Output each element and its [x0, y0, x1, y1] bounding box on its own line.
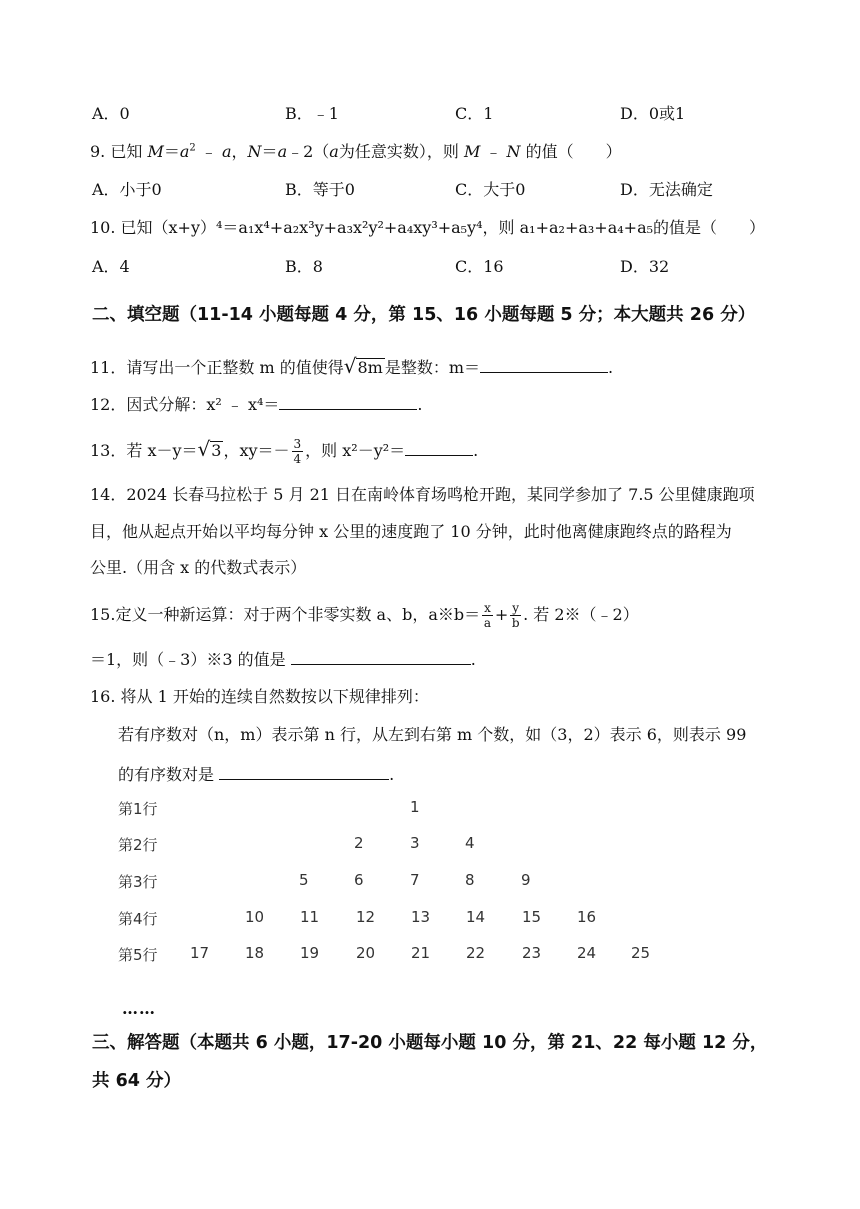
fraction-3-4: $\frac{3}{4}$	[293, 437, 302, 466]
table-cell: 24	[577, 944, 597, 962]
q10-option-d: D．32	[620, 257, 670, 276]
table-cell: 23	[522, 944, 542, 962]
question-15: 15.定义一种新运算：对于两个非零实数 a、b，a※b＝ $\frac{x}{a}$ + $\frac{y}{b}$ . 若 2※（﹣2）	[90, 601, 639, 630]
radicand-8m: 8m	[357, 358, 383, 377]
section-3-title-line-1: 三、解答题（本题共 6 小题，17-20 小题每小题 10 分，第 21、22 每小题 12 分，	[92, 1033, 768, 1053]
question-16-line-3: 的有序数对是 .	[118, 765, 395, 784]
question-10: 10. 已知（x+y）⁴＝a₁x⁴+a₂x³y+a₃x²y²+a₄xy³+a₅y⁴，则 a₁+a₂+a₃+a₄+a₅的值是（ ）	[90, 218, 766, 237]
q9-option-c: C．大于0	[455, 180, 526, 199]
table-cell: 9	[521, 871, 531, 889]
q9-option-a: A．小于0	[92, 180, 162, 199]
answer-blank-13[interactable]	[405, 439, 473, 456]
row-label-3: 第3行	[118, 873, 158, 891]
q10-option-a: A．4	[92, 257, 130, 276]
question-12: 12．因式分解：x² ﹣ x⁴＝ .	[90, 395, 423, 414]
row-label-2: 第2行	[118, 836, 158, 854]
fraction-y-over-b: $\frac{y}{b}$	[511, 601, 520, 630]
question-15-line-2: ＝1，则（﹣3）※3 的值是 .	[90, 650, 476, 669]
table-cell: 2	[354, 834, 364, 852]
row-label-4: 第4行	[118, 910, 158, 928]
q8-option-a: A．0	[92, 104, 130, 123]
question-9: 9. 已知 $M=a^2$ ﹣ a，N＝a﹣2（a为任意实数），则 M ﹣ N 的值（ ）	[90, 142, 622, 161]
table-cell: 8	[465, 871, 475, 889]
table-cell: 21	[411, 944, 431, 962]
table-cell: 22	[466, 944, 486, 962]
q9-option-b: B．等于0	[285, 180, 355, 199]
table-cell: 18	[245, 944, 265, 962]
section-2-title: 二、填空题（11-14 小题每题 4 分，第 15、16 小题每题 5 分；本大题共 26 分）	[92, 305, 756, 325]
table-cell: 3	[410, 834, 420, 852]
question-14-line-2: 目，他从起点开始以平均每分钟 x 公里的速度跑了 10 分钟，此时他离健康跑终点的路程为	[90, 522, 732, 541]
table-cell: 11	[300, 908, 320, 926]
q10-option-b: B．8	[285, 257, 323, 276]
table-cell: 10	[245, 908, 265, 926]
q8-option-d: D．0或1	[620, 104, 686, 123]
table-cell: 13	[411, 908, 431, 926]
q10-option-c: C．16	[455, 257, 504, 276]
question-16-line-1: 16. 将从 1 开始的连续自然数按以下规律排列：	[90, 687, 429, 706]
ellipsis: ……	[122, 999, 156, 1018]
answer-blank-16[interactable]	[219, 763, 389, 780]
section-3-title-line-2: 共 64 分）	[92, 1071, 182, 1091]
answer-blank-15[interactable]	[291, 648, 471, 665]
table-cell: 4	[465, 834, 475, 852]
table-cell: 1	[410, 798, 420, 816]
q8-option-c: C．1	[455, 104, 494, 123]
table-cell: 16	[577, 908, 597, 926]
table-cell: 20	[356, 944, 376, 962]
table-cell: 5	[299, 871, 309, 889]
table-cell: 14	[466, 908, 486, 926]
q8-option-b: B．﹣1	[285, 104, 339, 123]
table-cell: 15	[522, 908, 542, 926]
table-cell: 12	[356, 908, 376, 926]
table-cell: 17	[190, 944, 210, 962]
fraction-x-over-a: $\frac{x}{a}$	[483, 601, 492, 630]
table-cell: 6	[354, 871, 364, 889]
row-label-1: 第1行	[118, 800, 158, 818]
q9-option-d: D．无法确定	[620, 180, 713, 199]
question-16-line-2: 若有序数对（n，m）表示第 n 行，从左到右第 m 个数，如（3，2）表示 6，则表示 99	[118, 725, 747, 744]
row-label-5: 第5行	[118, 946, 158, 964]
answer-blank-11[interactable]	[480, 356, 608, 373]
table-cell: 25	[631, 944, 651, 962]
question-13: 13．若 x－y＝√3 ，xy＝－ $\frac{3}{4}$ ，则 x²－y²＝ .	[90, 437, 479, 466]
question-11: 11．请写出一个正整数 m 的值使得√8m 是整数：m＝ .	[90, 354, 614, 378]
question-14-line-1: 14．2024 长春马拉松于 5 月 21 日在南岭体育场鸣枪开跑，某同学参加了 7.5 公里健康跑项	[90, 485, 755, 504]
table-cell: 19	[300, 944, 320, 962]
question-14-line-3: 公里.（用含 x 的代数式表示）	[90, 558, 307, 577]
table-cell: 7	[410, 871, 420, 889]
answer-blank-12[interactable]	[279, 393, 417, 410]
